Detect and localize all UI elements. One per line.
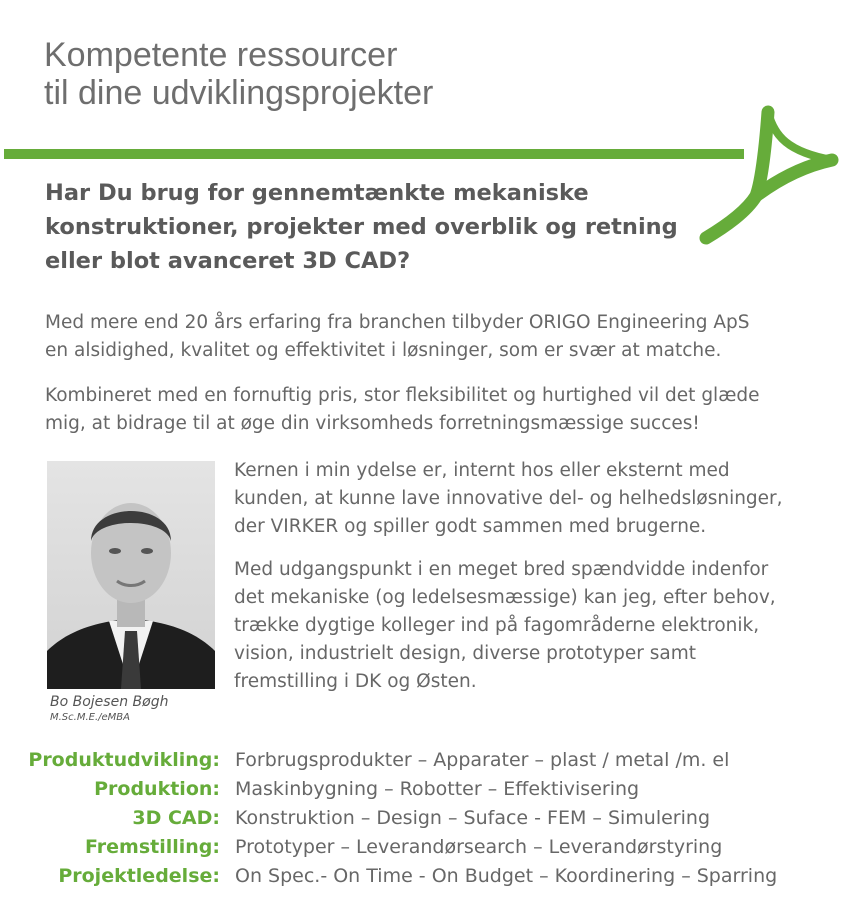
- service-label: Projektledelse:: [58, 865, 220, 887]
- portrait-photo: [47, 461, 215, 689]
- service-description: On Spec.- On Time - On Budget – Koordinering – Sparring: [235, 865, 778, 887]
- service-row-3d-cad: [0, 804, 842, 833]
- intro-p2-line-1: Kombineret med en fornuftig pris, stor fleksibilitet og hurtighed vil det glæde: [45, 385, 760, 406]
- intro-p1-line-2: en alsidighed, kvalitet og effektivitet i løsninger, som er svær at matche.: [45, 340, 722, 361]
- service-row-product-development: [0, 746, 842, 775]
- service-label: 3D CAD:: [132, 807, 220, 829]
- service-description: Prototyper – Leverandørsearch – Leverandørstyring: [235, 836, 723, 858]
- profile-name: Bo Bojesen Bøgh: [50, 694, 169, 710]
- intro-paragraph-1: [45, 309, 815, 365]
- side-p2-line-3: trække dygtige kolleger ind på fagområderne elektronik,: [234, 615, 760, 636]
- headline-line-1: Har Du brug for gennemtænkte mekaniske: [45, 180, 589, 206]
- origo-tripod-logo-icon: [696, 100, 842, 250]
- green-divider: [4, 149, 744, 159]
- side-p2-line-2: det mekaniske (og ledelsesmæssige) kan jeg, efter behov,: [234, 587, 776, 608]
- service-label: Produktudvikling:: [28, 749, 220, 771]
- side-p1-line-1: Kernen i min ydelse er, internt hos eller eksternt med: [234, 460, 730, 481]
- service-description: Forbrugsprodukter – Apparater – plast / metal /m. el: [235, 749, 730, 771]
- side-p2-line-5: fremstilling i DK og Østen.: [234, 671, 477, 692]
- core-offering-paragraph: [234, 457, 814, 541]
- side-p1-line-3: der VIRKER og spiller godt sammen med brugerne.: [234, 516, 707, 537]
- service-row-manufacturing: [0, 833, 842, 862]
- service-description: Konstruktion – Design – Suface - FEM – Simulering: [235, 807, 710, 829]
- service-label: Fremstilling:: [85, 836, 220, 858]
- main-question: [45, 176, 705, 278]
- side-p2-line-1: Med udgangspunkt i en meget bred spændvidde indenfor: [234, 559, 769, 580]
- scope-paragraph: [234, 556, 814, 696]
- headline-line-2: konstruktioner, projekter med overblik og retning: [45, 214, 678, 240]
- headline-line-3: eller blot avanceret 3D CAD?: [45, 248, 411, 274]
- service-description: Maskinbygning – Robotter – Effektivisering: [235, 778, 640, 800]
- service-label: Produktion:: [94, 778, 220, 800]
- title-line-2: til dine udviklingsprojekter: [44, 74, 434, 112]
- service-row-project-management: [0, 862, 842, 891]
- intro-paragraph-2: [45, 382, 815, 438]
- side-p1-line-2: kunden, at kunne lave innovative del- og helhedsløsninger,: [234, 488, 783, 509]
- intro-p1-line-1: Med mere end 20 års erfaring fra branchen tilbyder ORIGO Engineering ApS: [45, 312, 750, 333]
- service-row-production: [0, 775, 842, 804]
- page-title: [44, 36, 433, 112]
- profile-credentials: M.Sc.M.E./eMBA: [50, 712, 130, 723]
- side-p2-line-4: vision, industrielt design, diverse prototyper samt: [234, 643, 697, 664]
- portrait-illustration: [47, 461, 215, 689]
- intro-p2-line-2: mig, at bidrage til at øge din virksomheds forretningsmæssige succes!: [45, 413, 700, 434]
- title-line-1: Kompetente ressourcer: [44, 36, 398, 74]
